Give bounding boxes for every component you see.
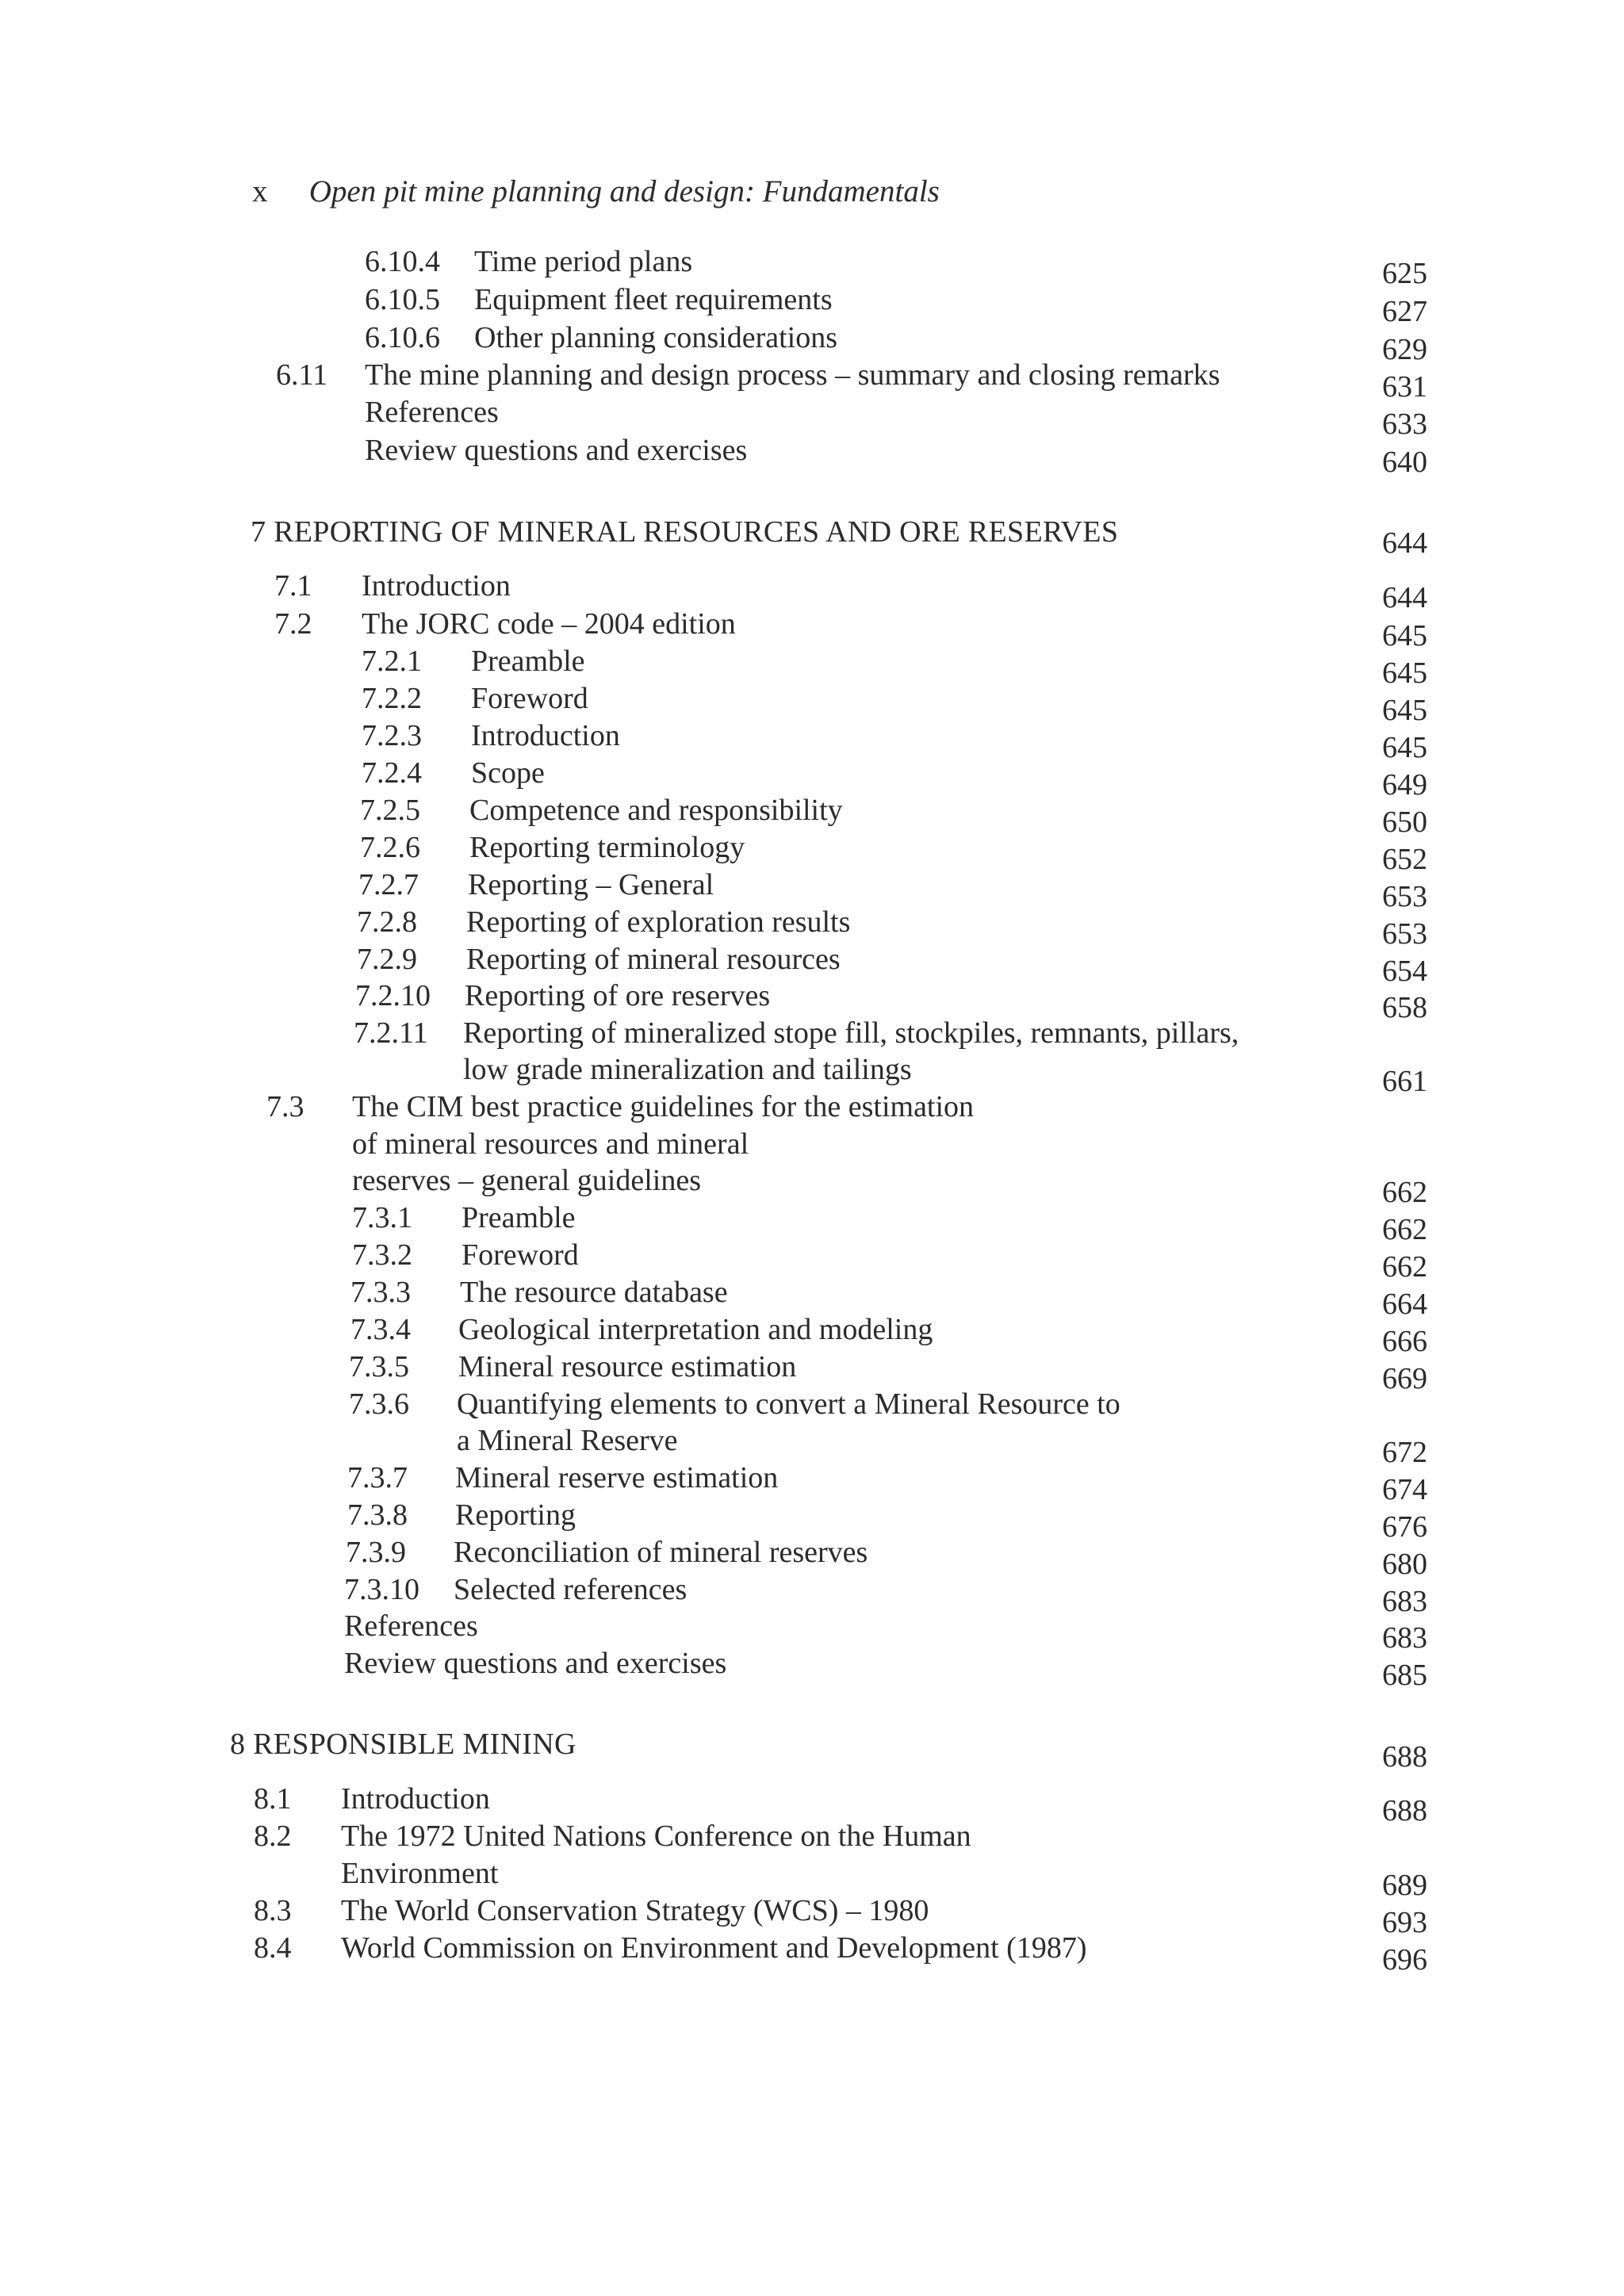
book-title: Open pit mine planning and design: Fundamentals [308,174,940,209]
section-title: Reporting of mineral resources [466,943,841,976]
section-title: The resource database [460,1276,728,1309]
page-ref: 644 [1382,526,1427,560]
section-number: 8.4 [254,1931,292,1965]
page-ref: 640 [1382,446,1427,479]
page-ref: 650 [1382,806,1427,839]
section-title: Reconciliation of mineral reserves [454,1536,868,1569]
section-title: Environment [341,1857,499,1890]
section-title: Preamble [471,645,585,678]
chapter-title: 8 RESPONSIBLE MINING [230,1728,576,1761]
section-title: Foreword [462,1238,579,1272]
section-number: 7.3.1 [352,1201,412,1234]
running-header [252,173,940,211]
section-number: 7.3.6 [349,1387,409,1421]
section-title: reserves – general guidelines [352,1164,701,1197]
section-number: 7.3.10 [344,1573,419,1606]
page-ref: 661 [1382,1065,1427,1098]
section-title: Introduction [341,1782,490,1816]
section-number: 7.2.11 [354,1016,428,1050]
page-ref: 631 [1382,370,1427,404]
section-number: 8.1 [254,1782,292,1816]
section-title: Reporting – General [468,868,714,901]
section-number: 7.2 [274,607,312,641]
section-number: 7.2.8 [357,905,417,939]
page-ref: 685 [1382,1659,1427,1692]
section-title: low grade mineralization and tailings [463,1053,912,1086]
page-ref: 649 [1382,768,1427,802]
section-number: 7.2.7 [358,868,419,901]
page-number: x [252,174,268,209]
section-title: Review questions and exercises [365,434,748,467]
page-ref: 645 [1382,694,1427,727]
page-ref: 672 [1382,1436,1427,1469]
section-title: Equipment fleet requirements [474,283,833,316]
section-title: References [365,396,499,429]
page-ref: 645 [1382,619,1427,652]
section-number: 7.2.2 [362,682,422,715]
page-ref: 683 [1382,1585,1427,1618]
section-title: Geological interpretation and modeling [458,1313,933,1346]
section-number: 7.1 [274,569,312,603]
page-ref: 629 [1382,333,1427,366]
section-title: Introduction [362,569,511,603]
section-number: 6.10.6 [365,321,440,354]
page-ref: 696 [1382,1943,1427,1976]
section-title: Reporting of ore reserves [465,979,771,1012]
section-number: 7.3.7 [347,1461,408,1494]
chapter-title: 7 REPORTING OF MINERAL RESOURCES AND ORE RESERVES [251,515,1119,549]
section-title: References [344,1609,478,1643]
section-title: Reporting terminology [469,831,745,864]
section-title: Introduction [471,719,620,752]
section-number: 7.2.9 [357,943,417,976]
section-title: World Commission on Environment and Development (1987) [341,1931,1087,1965]
section-number: 6.11 [276,358,328,392]
page-ref: 633 [1382,408,1427,441]
page-ref: 653 [1382,917,1427,951]
page-ref: 666 [1382,1325,1427,1358]
section-number: 7.3.9 [346,1536,406,1569]
section-title: Quantifying elements to convert a Mineral Resource to [457,1387,1120,1421]
section-number: 7.2.10 [355,979,431,1012]
page-ref: 662 [1382,1176,1427,1209]
section-number: 7.2.3 [362,719,422,752]
section-number: 7.3.2 [352,1238,412,1272]
section-title: The JORC code – 2004 edition [362,607,736,641]
page-ref: 669 [1382,1362,1427,1395]
section-number: 7.2.1 [362,645,422,678]
section-title: Other planning considerations [474,321,838,354]
section-number: 6.10.4 [365,245,440,278]
section-title: of mineral resources and mineral [352,1127,749,1161]
page-ref: 689 [1382,1869,1427,1902]
page-ref: 674 [1382,1473,1427,1506]
section-title: Review questions and exercises [344,1647,727,1680]
page-ref: 652 [1382,843,1427,876]
page-ref: 625 [1382,257,1427,290]
section-title: Preamble [462,1201,576,1234]
page-ref: 653 [1382,880,1427,913]
section-number: 6.10.5 [365,283,440,316]
page-ref: 645 [1382,731,1427,764]
page-ref: 645 [1382,656,1427,690]
section-number: 7.3.5 [349,1350,409,1383]
section-title: Time period plans [474,245,693,278]
section-title: The mine planning and design process – summary and closing remarks [365,358,1220,392]
section-number: 7.2.5 [360,794,420,827]
page-ref: 683 [1382,1621,1427,1655]
section-number: 7.3.8 [347,1498,408,1532]
section-title: Mineral resource estimation [458,1350,797,1383]
section-number: 7.2.6 [360,831,420,864]
page-ref: 676 [1382,1510,1427,1544]
section-title: Reporting [455,1498,576,1532]
section-title: Mineral reserve estimation [455,1461,779,1494]
section-title: Scope [471,756,545,790]
section-number: 7.3.4 [350,1313,411,1346]
section-title: The CIM best practice guidelines for the estimation [352,1090,975,1123]
page-ref: 662 [1382,1213,1427,1246]
section-title: Competence and responsibility [469,794,843,827]
section-number: 7.3 [266,1090,304,1123]
section-number: 7.3.3 [350,1276,411,1309]
page-ref: 644 [1382,581,1427,614]
page-ref: 688 [1382,1740,1427,1774]
page-ref: 680 [1382,1548,1427,1581]
page-ref: 664 [1382,1288,1427,1321]
section-number: 8.3 [254,1894,292,1927]
page-ref: 693 [1382,1906,1427,1939]
page-ref: 654 [1382,955,1427,988]
section-number: 8.2 [254,1820,292,1853]
page-ref: 688 [1382,1794,1427,1827]
page-ref: 658 [1382,991,1427,1024]
section-title: The World Conservation Strategy (WCS) – 1980 [341,1894,929,1927]
section-title: Foreword [471,682,588,715]
section-title: Selected references [454,1573,688,1606]
page-ref: 627 [1382,295,1427,328]
section-title: Reporting of exploration results [466,905,851,939]
section-number: 7.2.4 [362,756,422,790]
page-ref: 662 [1382,1250,1427,1284]
section-title: The 1972 United Nations Conference on the Human [341,1820,971,1853]
section-title: Reporting of mineralized stope fill, stockpiles, remnants, pillars, [463,1016,1239,1050]
section-title: a Mineral Reserve [457,1424,678,1457]
